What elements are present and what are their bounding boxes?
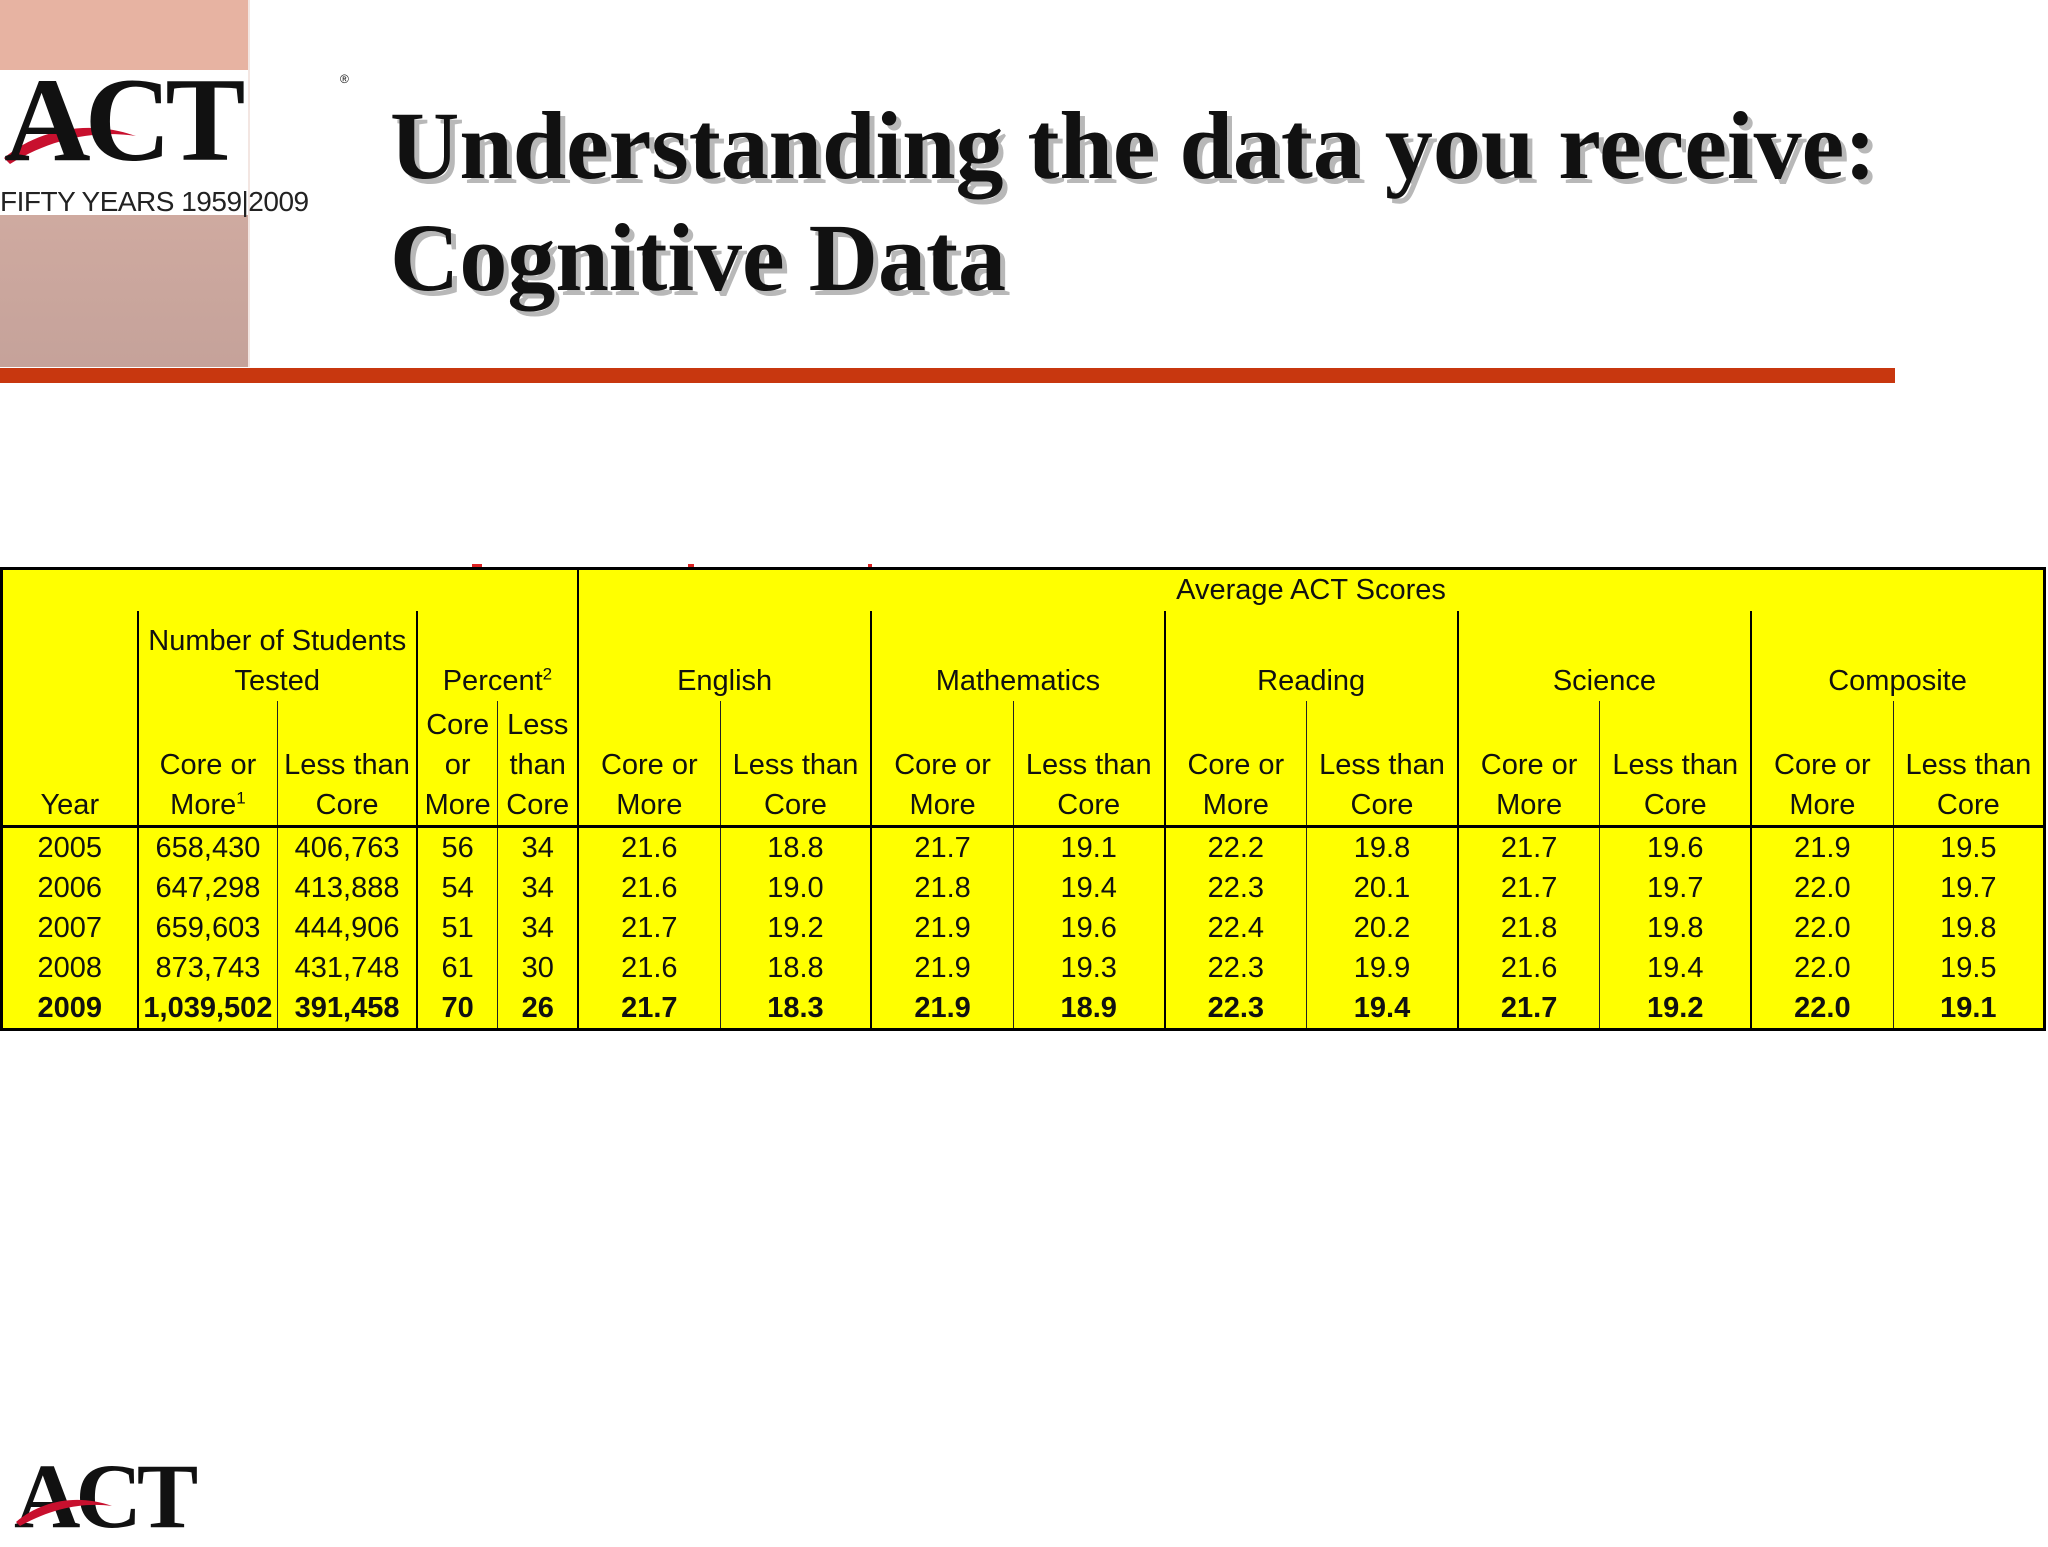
composite-less-header <box>1893 701 2044 827</box>
scores-table-container <box>0 567 2046 1031</box>
year-cell: 2008 <box>37 952 103 984</box>
math-core-header <box>871 701 1013 827</box>
table-cell: 70 <box>417 988 498 1030</box>
blank-header-cell <box>2 569 579 611</box>
reading-less-header <box>1307 701 1458 827</box>
slide-title-line2: Cognitive Data <box>390 204 1006 311</box>
table-cell: 21.9 <box>871 948 1013 988</box>
table-cell: 19.2 <box>1600 988 1751 1030</box>
table-cell: 26 <box>498 988 578 1030</box>
table-cell: 658,430 <box>138 827 278 869</box>
composite-header: Composite <box>1751 611 2044 701</box>
table-cell: 1,039,502 <box>138 988 278 1030</box>
table-cell: 21.7 <box>1458 868 1600 908</box>
students-less-line2: Core <box>315 789 379 821</box>
table-cell: 21.8 <box>871 868 1013 908</box>
table-cell: 431,748 <box>278 948 417 988</box>
table-cell: 21.7 <box>871 827 1013 869</box>
table-cell: 22.3 <box>1165 868 1307 908</box>
percent-less-line2: than <box>509 749 566 781</box>
year-cell: 2009 <box>37 992 103 1024</box>
footer-logo-wordmark: ACT <box>14 1445 194 1547</box>
english-header: English <box>578 611 871 701</box>
table-cell: 22.3 <box>1165 988 1307 1030</box>
percent-footnote: 2 <box>542 663 553 683</box>
table-cell: 21.7 <box>578 908 720 948</box>
table-cell: 19.6 <box>1600 827 1751 869</box>
science-core-line2: More <box>1496 789 1563 821</box>
table-cell: 21.9 <box>1751 827 1893 869</box>
math-less-line2: Core <box>1057 789 1121 821</box>
students-tested-header-line2: Tested <box>234 664 320 697</box>
table-cell: 413,888 <box>278 868 417 908</box>
composite-core-header <box>1751 701 1893 827</box>
table-cell: 18.3 <box>720 988 871 1030</box>
table-cell: 19.8 <box>1600 908 1751 948</box>
year-header: Year <box>2 701 138 827</box>
table-cell: 19.4 <box>1307 988 1458 1030</box>
table-cell: 19.1 <box>1013 827 1164 869</box>
percent-core-line1: Core <box>426 709 490 741</box>
reading-core-line1: Core or <box>1187 749 1285 781</box>
table-cell: 19.7 <box>1893 868 2044 908</box>
science-header: Science <box>1458 611 1751 701</box>
table-cell: 61 <box>417 948 498 988</box>
science-less-line2: Core <box>1643 789 1707 821</box>
table-cell: 21.9 <box>871 908 1013 948</box>
percent-core-header <box>417 701 498 827</box>
year-cell: 2005 <box>37 832 103 864</box>
table-cell: 20.2 <box>1307 908 1458 948</box>
percent-less-line3: Core <box>506 789 570 821</box>
science-core-header <box>1458 701 1600 827</box>
percent-less-line1: Less <box>507 709 569 741</box>
table-cell: 391,458 <box>278 988 417 1030</box>
table-cell: 444,906 <box>278 908 417 948</box>
students-core-footnote: 1 <box>236 788 246 808</box>
composite-core-line1: Core or <box>1774 749 1871 781</box>
act-logo <box>0 53 350 217</box>
reading-core-line2: More <box>1202 789 1269 821</box>
reading-less-line1: Less than <box>1319 749 1445 781</box>
math-core-line1: Core or <box>894 749 991 781</box>
table-cell: 22.3 <box>1165 948 1307 988</box>
table-row <box>2 908 2045 948</box>
table-cell: 34 <box>498 908 578 948</box>
year-cell: 2007 <box>37 912 103 944</box>
composite-less-line1: Less than <box>1905 749 2032 781</box>
table-cell: 54 <box>417 868 498 908</box>
table-cell: 406,763 <box>278 827 417 869</box>
table-row <box>2 948 2045 988</box>
table-cell: 659,603 <box>138 908 278 948</box>
table-cell: 19.3 <box>1013 948 1164 988</box>
table-cell: 19.8 <box>1307 827 1458 869</box>
table-cell: 22.2 <box>1165 827 1307 869</box>
table-cell: 21.8 <box>1458 908 1600 948</box>
logo-wordmark: ACT <box>4 53 240 186</box>
percent-header-label: Percent <box>442 664 543 697</box>
science-core-line1: Core or <box>1480 749 1578 781</box>
table-cell: 19.9 <box>1307 948 1458 988</box>
table-cell: 21.7 <box>1458 827 1600 869</box>
mathematics-header: Mathematics <box>871 611 1164 701</box>
table-cell: 19.4 <box>1013 868 1164 908</box>
table-row <box>2 868 2045 908</box>
table-cell: 22.0 <box>1751 908 1893 948</box>
students-tested-header-line1: Number of Students <box>148 624 407 657</box>
table-cell: 51 <box>417 908 498 948</box>
math-less-header <box>1013 701 1164 827</box>
logo-tagline: FIFTY YEARS 1959|2009 <box>0 186 309 217</box>
math-core-line2: More <box>909 789 976 821</box>
act-scores-table <box>0 567 2046 1031</box>
reading-header: Reading <box>1165 611 1458 701</box>
table-cell: 21.9 <box>871 988 1013 1030</box>
table-cell: 21.7 <box>578 988 720 1030</box>
table-cell: 30 <box>498 948 578 988</box>
table-cell: 19.0 <box>720 868 871 908</box>
table-cell: 647,298 <box>138 868 278 908</box>
students-core-line2: More <box>170 789 237 821</box>
table-cell: 20.1 <box>1307 868 1458 908</box>
table-cell: 21.6 <box>578 827 720 869</box>
table-cell: 34 <box>498 868 578 908</box>
table-cell: 18.8 <box>720 948 871 988</box>
students-core-line1: Core or <box>159 749 257 781</box>
science-less-line1: Less than <box>1612 749 1739 781</box>
english-core-line1: Core or <box>600 749 698 781</box>
table-cell: 19.5 <box>1893 827 2044 869</box>
table-cell: 19.7 <box>1600 868 1751 908</box>
table-cell: 19.6 <box>1013 908 1164 948</box>
year-cell: 2006 <box>37 872 103 904</box>
table-cell: 22.4 <box>1165 908 1307 948</box>
table-cell: 19.2 <box>720 908 871 948</box>
table-cell: 21.7 <box>1458 988 1600 1030</box>
table-cell: 22.0 <box>1751 868 1893 908</box>
table-cell: 34 <box>498 827 578 869</box>
table-cell: 56 <box>417 827 498 869</box>
year-spacer <box>2 611 138 701</box>
table-cell: 19.4 <box>1600 948 1751 988</box>
slide-title-line1: Understanding the data you receive: <box>390 92 1877 199</box>
table-cell: 19.1 <box>1893 988 2044 1030</box>
math-less-line1: Less than <box>1025 749 1152 781</box>
composite-core-line2: More <box>1789 789 1856 821</box>
footer-logo-swoosh-icon <box>14 1486 114 1526</box>
table-cell: 18.9 <box>1013 988 1164 1030</box>
footer-act-logo <box>14 1445 194 1547</box>
table-cell: 21.6 <box>578 948 720 988</box>
english-less-line2: Core <box>764 789 827 821</box>
table-cell: 22.0 <box>1751 948 1893 988</box>
table-cell: 873,743 <box>138 948 278 988</box>
table-row <box>2 988 2045 1030</box>
table-body <box>2 827 2045 1030</box>
english-core-line2: More <box>616 789 683 821</box>
average-act-scores-header: Average ACT Scores <box>578 569 2045 611</box>
students-less-header <box>278 701 417 827</box>
students-tested-header <box>138 611 417 701</box>
english-core-header <box>578 701 720 827</box>
logo-registered-mark: ® <box>340 72 349 86</box>
students-less-line1: Less than <box>284 749 410 781</box>
students-core-line2-wrap <box>139 785 278 825</box>
table-cell: 21.6 <box>1458 948 1600 988</box>
table-cell: 22.0 <box>1751 988 1893 1030</box>
reading-less-line2: Core <box>1350 789 1414 821</box>
percent-less-header <box>498 701 578 827</box>
science-less-header <box>1600 701 1751 827</box>
percent-core-line3: More <box>424 789 491 821</box>
composite-less-line2: Core <box>1936 789 2000 821</box>
percent-core-line2: or <box>444 749 471 781</box>
table-cell: 21.6 <box>578 868 720 908</box>
english-less-header <box>720 701 871 827</box>
table-cell: 19.5 <box>1893 948 2044 988</box>
students-core-header <box>138 701 278 827</box>
corner-accent-bottom <box>0 215 248 367</box>
table-cell: 18.8 <box>720 827 871 869</box>
slide-title <box>390 90 2010 314</box>
table-cell: 19.8 <box>1893 908 2044 948</box>
reading-core-header <box>1165 701 1307 827</box>
english-less-line1: Less than <box>732 749 859 781</box>
table-row <box>2 827 2045 869</box>
title-rule <box>0 368 1895 383</box>
percent-header <box>417 611 578 701</box>
